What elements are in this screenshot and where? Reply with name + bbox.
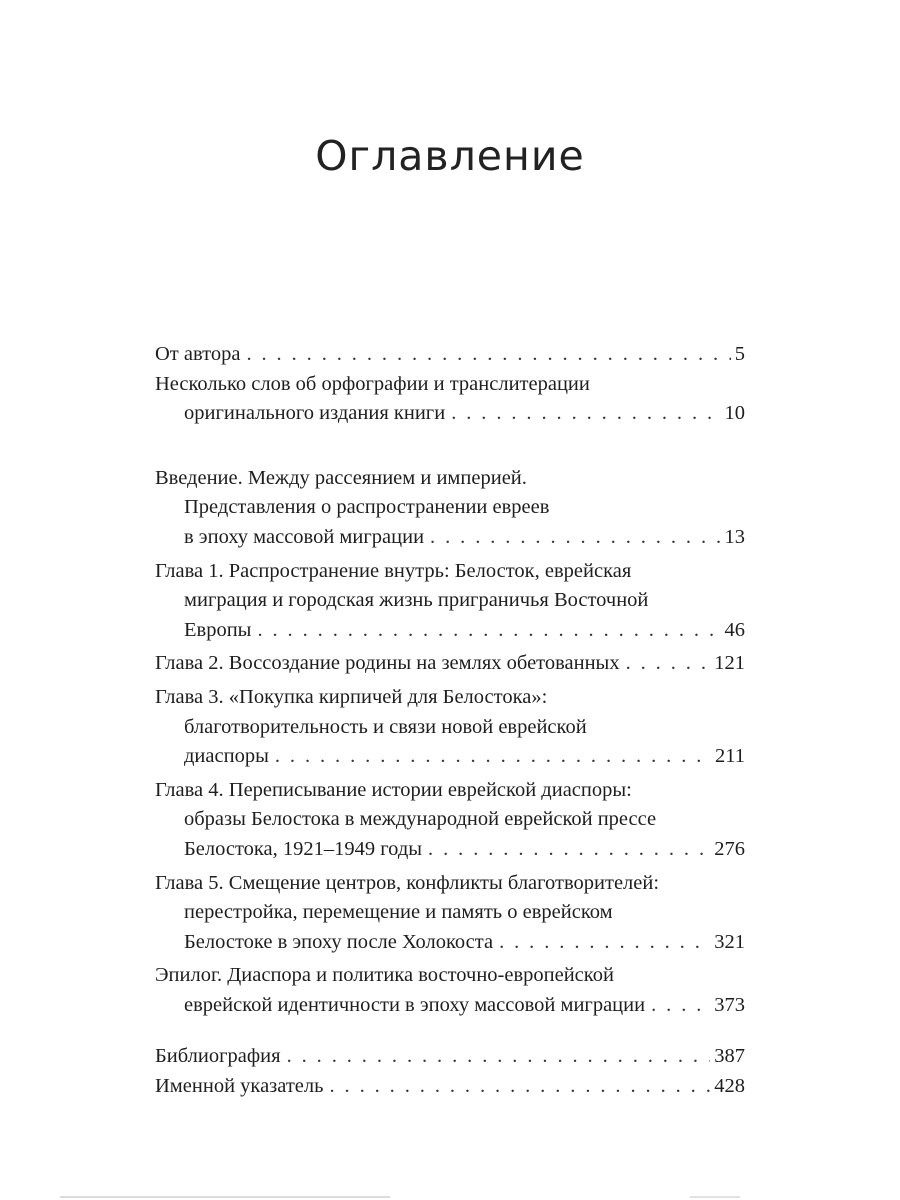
toc-page-number: 211 bbox=[715, 745, 745, 768]
leader-dots bbox=[246, 340, 730, 370]
page-title: Оглавление bbox=[315, 132, 585, 180]
toc-page-number: 5 bbox=[734, 343, 745, 365]
toc-entry-orthography[interactable] bbox=[155, 370, 745, 429]
toc-entry-text: благотворительность и связи новой еврейской bbox=[184, 715, 587, 738]
toc-entry-text: Глава 2. Воссоздание родины на землях обетованных bbox=[155, 652, 620, 675]
toc-entry-author[interactable] bbox=[155, 340, 745, 370]
leader-dots bbox=[499, 928, 710, 958]
toc-entry-text: Глава 5. Смещение центров, конфликты благотворителей: bbox=[155, 871, 660, 894]
toc-entry-bibliography[interactable] bbox=[155, 1042, 745, 1072]
toc-entry-introduction[interactable] bbox=[155, 464, 745, 553]
toc-entry-text: Глава 3. «Покупка кирпичей для Белостока»: bbox=[155, 685, 548, 708]
toc-entry-epilogue[interactable] bbox=[155, 961, 745, 1020]
toc-entry-chapter-5[interactable] bbox=[155, 869, 745, 958]
toc-page-number: 373 bbox=[714, 993, 745, 1016]
toc-entry-text: Европы bbox=[184, 618, 252, 641]
toc-entry-text: Несколько слов об орфографии и транслитерации bbox=[155, 372, 590, 395]
toc-entry-chapter-4[interactable] bbox=[155, 776, 745, 865]
toc-page-number: 321 bbox=[714, 930, 745, 953]
scan-edge-line bbox=[60, 1196, 390, 1198]
toc-page-number: 121 bbox=[714, 652, 745, 675]
scan-edge-line bbox=[690, 1196, 740, 1198]
toc-entry-text: перестройка, перемещение и память о еврейском bbox=[184, 901, 613, 924]
leader-dots bbox=[626, 649, 711, 679]
leader-dots bbox=[451, 399, 720, 429]
toc-entry-text: Библиография bbox=[155, 1045, 281, 1068]
toc-entry-text: Белостоке в эпоху после Холокоста bbox=[184, 930, 494, 953]
toc-entry-text: Представления о распространении евреев bbox=[184, 496, 550, 519]
toc-entry-text: миграция и городская жизнь приграничья Восточной bbox=[184, 589, 649, 612]
toc-page-number: 46 bbox=[724, 618, 745, 641]
leader-dots bbox=[329, 1072, 710, 1102]
table-of-contents bbox=[155, 340, 745, 1102]
toc-entry-text: Именной указатель bbox=[155, 1075, 324, 1098]
toc-entry-text: Глава 1. Распространение внутрь: Белосток, еврейская bbox=[155, 559, 632, 582]
leader-dots bbox=[275, 742, 711, 772]
toc-entry-chapter-1[interactable] bbox=[155, 557, 745, 646]
toc-page-number: 10 bbox=[724, 402, 745, 425]
toc-entry-text: еврейской идентичности в эпоху массовой миграции bbox=[184, 993, 646, 1016]
toc-page-number: 13 bbox=[724, 525, 745, 548]
toc-entry-text: Белостока, 1921–1949 годы bbox=[184, 837, 423, 860]
toc-entry-text: диаспоры bbox=[184, 745, 269, 768]
toc-page-number: 428 bbox=[714, 1075, 745, 1098]
toc-entry-chapter-3[interactable] bbox=[155, 683, 745, 772]
leader-dots bbox=[257, 616, 720, 646]
toc-page-number: 387 bbox=[714, 1045, 745, 1068]
toc-entry-text: Эпилог. Диаспора и политика восточно-европейской bbox=[155, 964, 614, 987]
toc-entry-chapter-2[interactable] bbox=[155, 649, 745, 679]
leader-dots bbox=[428, 835, 710, 865]
toc-entry-text: образы Белостока в международной еврейской прессе bbox=[184, 808, 657, 831]
toc-entry-text: Введение. Между рассеянием и империей. bbox=[155, 466, 527, 489]
toc-entry-text: От автора bbox=[155, 343, 241, 365]
toc-page-number: 276 bbox=[714, 837, 745, 860]
leader-dots bbox=[287, 1042, 711, 1072]
leader-dots bbox=[651, 991, 710, 1021]
toc-entry-name-index[interactable] bbox=[155, 1072, 745, 1102]
toc-entry-text: оригинального издания книги bbox=[184, 402, 446, 425]
toc-entry-text: Глава 4. Переписывание истории еврейской диаспоры: bbox=[155, 778, 632, 801]
leader-dots bbox=[430, 523, 720, 553]
toc-entry-text: в эпоху массовой миграции bbox=[184, 525, 425, 548]
